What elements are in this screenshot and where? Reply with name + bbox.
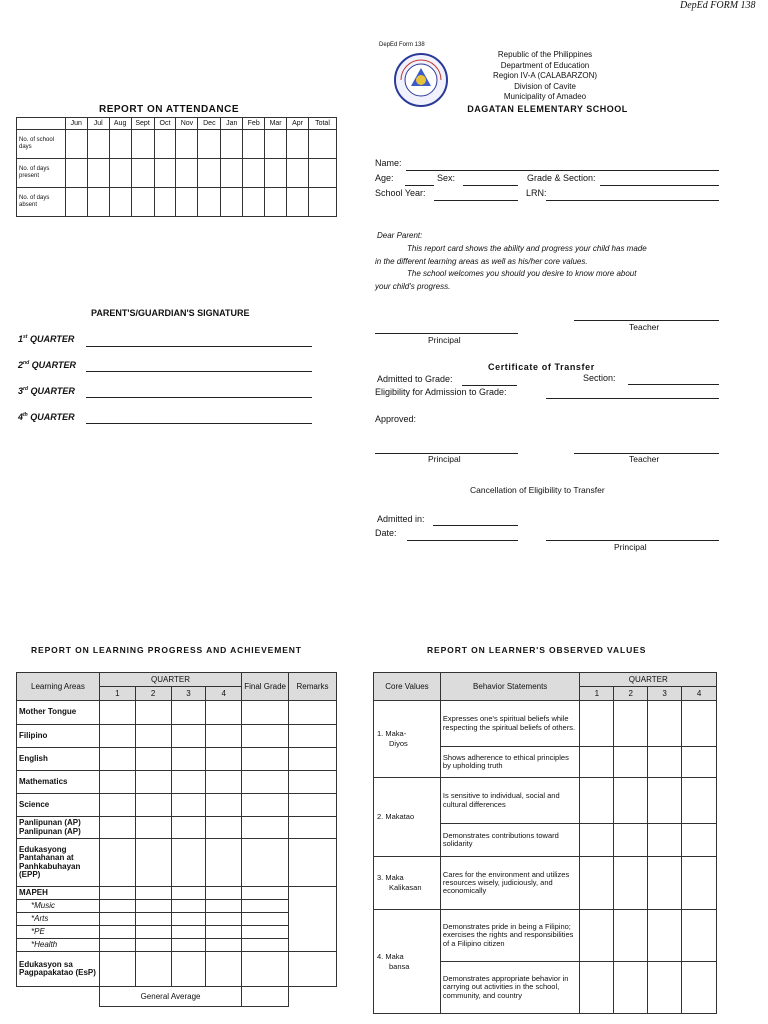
letter-text: This report card shows the ability and progress your child has made xyxy=(407,243,647,253)
teacher-label-2: Teacher xyxy=(629,454,660,464)
signature-line-1[interactable] xyxy=(86,346,312,347)
col-core-values: Core Values xyxy=(374,673,441,701)
values-title: REPORT ON LEARNER'S OBSERVED VALUES xyxy=(427,645,647,655)
behavior-statement: Shows adherence to ethical principles by upholding truth xyxy=(440,747,580,778)
form-small-label: DepEd Form 138 xyxy=(379,42,425,48)
month-header: Oct xyxy=(154,118,176,130)
quarter-number: 4 xyxy=(682,687,717,701)
header-lines xyxy=(470,50,620,103)
month-header: Feb xyxy=(243,118,265,130)
signature-title: PARENT'S/GUARDIAN'S SIGNATURE xyxy=(91,308,250,318)
age-label: Age: xyxy=(375,173,394,183)
subject-name: Panlipunan (AP) Panlipunan (AP) xyxy=(17,817,100,839)
month-header: Mar xyxy=(265,118,287,130)
section-field[interactable] xyxy=(628,384,719,385)
principal-label: Principal xyxy=(428,335,461,345)
core-value: 2. Makatao xyxy=(374,778,441,857)
school-name: DAGATAN ELEMENTARY SCHOOL xyxy=(467,104,628,114)
admitted-grade-field[interactable] xyxy=(462,385,517,386)
school-year-field[interactable] xyxy=(434,200,518,201)
parent-letter xyxy=(377,230,717,294)
sex-field[interactable] xyxy=(463,185,518,186)
col-behavior: Behavior Statements xyxy=(440,673,580,701)
header-line: Department of Education xyxy=(500,60,590,70)
eligibility-field[interactable] xyxy=(546,398,719,399)
admitted-grade-label: Admitted to Grade: xyxy=(377,374,453,384)
month-header: Nov xyxy=(176,118,198,130)
header-line: Region IV-A (CALABARZON) xyxy=(492,71,598,80)
form-tag: DepEd FORM 138 xyxy=(680,0,756,11)
subject-name: Mother Tongue xyxy=(17,701,100,725)
col-quarter: QUARTER xyxy=(99,673,241,687)
header-line: Division of Cavite xyxy=(514,81,576,91)
quarter-label-2: 2nd QUARTER xyxy=(18,360,76,370)
quarter-number: 1 xyxy=(99,687,135,701)
date-label: Date: xyxy=(375,528,397,538)
eligibility-label: Eligibility for Admission to Grade: xyxy=(375,387,507,397)
subject-name: English xyxy=(17,748,100,771)
quarter-label-1: 1st QUARTER xyxy=(18,334,75,344)
signature-line-3[interactable] xyxy=(86,397,312,398)
mapeh-sub: *PE xyxy=(17,926,100,939)
subject-name: Science xyxy=(17,794,100,817)
subject-name: Filipino xyxy=(17,725,100,748)
quarter-label-3: 3rd QUARTER xyxy=(18,386,75,396)
teacher-signature-line[interactable] xyxy=(574,320,719,321)
admitted-in-label: Admitted in: xyxy=(377,514,425,524)
subject-name: Mathematics xyxy=(17,771,100,794)
lrn-label: LRN: xyxy=(526,188,547,198)
general-average-label: General Average xyxy=(99,987,241,1007)
learning-table xyxy=(16,672,337,1007)
subject-name: Edukasyong Pantahanan at Panhkabuhayan (EPP) xyxy=(17,839,100,887)
behavior-statement: Demonstrates contributions toward solidarity xyxy=(440,824,580,857)
values-table xyxy=(373,672,717,1014)
grade-label: Grade & Section: xyxy=(527,173,596,183)
col-remarks: Remarks xyxy=(289,673,337,701)
signature-line-4[interactable] xyxy=(86,423,312,424)
behavior-statement: Demonstrates appropriate behavior in carrying out activities in the school, community, and country xyxy=(440,962,580,1014)
col-final-grade: Final Grade xyxy=(242,673,289,701)
month-header: Jun xyxy=(65,118,87,130)
behavior-statement: Cares for the environment and utilizes resources wisely, judiciously, and economically xyxy=(440,857,580,910)
principal-label-3: Principal xyxy=(614,542,647,552)
month-header: Apr xyxy=(287,118,309,130)
attendance-row-label: No. of days present xyxy=(17,159,66,188)
month-header: Aug xyxy=(109,118,131,130)
principal-signature-line-3[interactable] xyxy=(546,540,719,541)
school-year-label: School Year: xyxy=(375,188,426,198)
section-label: Section: xyxy=(583,373,616,383)
learning-title: REPORT ON LEARNING PROGRESS AND ACHIEVEMENT xyxy=(31,645,302,655)
teacher-label: Teacher xyxy=(629,322,660,332)
col-learning-areas: Learning Areas xyxy=(17,673,100,701)
date-field[interactable] xyxy=(407,540,518,541)
attendance-row-label: No. of days absent xyxy=(17,188,66,217)
attendance-title: REPORT ON ATTENDANCE xyxy=(99,104,239,115)
mapeh-sub: *Arts xyxy=(17,913,100,926)
quarter-label-4: 4th QUARTER xyxy=(18,412,75,422)
col-quarter: QUARTER xyxy=(580,673,717,687)
sex-label: Sex: xyxy=(437,173,456,183)
letter-text: your child's progress. xyxy=(375,282,451,292)
subject-name: Edukasyon sa Pagpapakatao (EsP) xyxy=(17,952,100,987)
name-field[interactable] xyxy=(406,170,719,171)
quarter-number: 3 xyxy=(171,687,206,701)
quarter-number: 1 xyxy=(580,687,614,701)
month-header: Jul xyxy=(87,118,109,130)
month-header: Total xyxy=(309,118,337,130)
cancellation-title: Cancellation of Eligibility to Transfer xyxy=(470,485,605,495)
grade-field[interactable] xyxy=(600,185,719,186)
header-line: Republic of the Philippines xyxy=(497,50,593,59)
behavior-statement: Demonstrates pride in being a Filipino; exercises the rights and responsibilities of a Filipino citizen xyxy=(440,910,580,962)
subject-mapeh: MAPEH xyxy=(17,887,100,900)
approved-label: Approved: xyxy=(375,414,417,424)
month-header: Jan xyxy=(221,118,243,130)
name-label: Name: xyxy=(375,158,402,168)
deped-seal-icon xyxy=(393,52,449,108)
quarter-number: 3 xyxy=(648,687,682,701)
behavior-statement: Expresses one's spiritual beliefs while respecting the spiritual beliefs of others. xyxy=(440,701,580,747)
attendance-table xyxy=(16,117,337,217)
lrn-field[interactable] xyxy=(546,200,719,201)
age-field[interactable] xyxy=(405,185,434,186)
behavior-statement: Is sensitive to individual, social and cultural differences xyxy=(440,778,580,824)
transfer-title: Certificate of Transfer xyxy=(488,362,595,372)
principal-label-2: Principal xyxy=(428,454,461,464)
letter-text: The school welcomes you should you desire to know more about xyxy=(407,269,637,279)
core-value: 4. Maka bansa xyxy=(374,910,441,1014)
quarter-number: 4 xyxy=(206,687,242,701)
letter-greeting: Dear Parent: xyxy=(377,231,423,240)
principal-signature-line[interactable] xyxy=(375,333,518,334)
month-header: Sept xyxy=(131,118,154,130)
core-value: 3. Maka Kalikasan xyxy=(374,857,441,910)
header-line: Municipality of Amadeo xyxy=(503,92,587,101)
quarter-number: 2 xyxy=(614,687,648,701)
month-header: Dec xyxy=(198,118,221,130)
letter-text: in the different learning areas as well as his/her core values. xyxy=(375,256,588,266)
quarter-number: 2 xyxy=(135,687,171,701)
mapeh-sub: *Health xyxy=(17,939,100,952)
admitted-in-field[interactable] xyxy=(433,525,518,526)
signature-line-2[interactable] xyxy=(86,371,312,372)
core-value: 1. Maka- Diyos xyxy=(374,701,441,778)
mapeh-sub: *Music xyxy=(17,900,100,913)
attendance-row-label: No. of school days xyxy=(17,130,66,159)
